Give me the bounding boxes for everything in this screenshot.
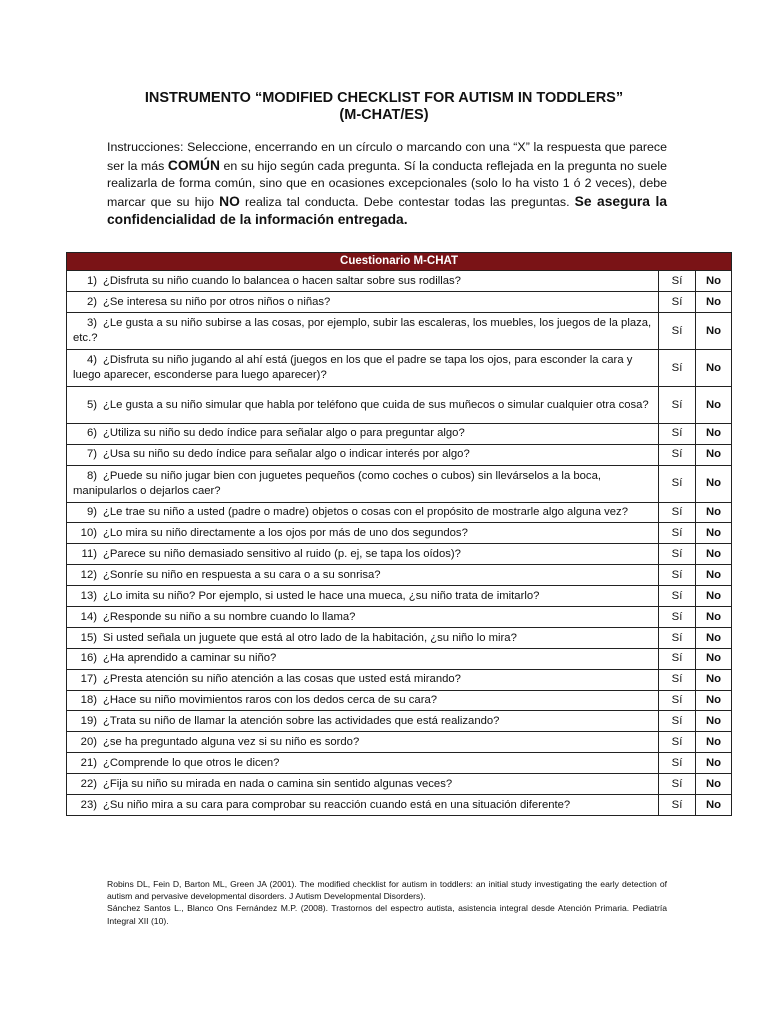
answer-yes-option[interactable]: Sí — [659, 465, 696, 502]
document-title — [0, 90, 768, 124]
question-text: ¿se ha preguntado alguna vez si su niño es sordo? — [103, 736, 360, 749]
question-row — [67, 648, 732, 669]
question-cell — [67, 312, 659, 349]
question-row — [67, 586, 732, 607]
question-text: Si usted señala un juguete que está al otro lado de la habitación, ¿su niño lo mira? — [103, 631, 517, 644]
answer-yes-option[interactable]: Sí — [659, 291, 696, 312]
question-row — [67, 711, 732, 732]
answer-no-option[interactable]: No — [696, 669, 732, 690]
answer-yes-option[interactable]: Sí — [659, 444, 696, 465]
instructions-confidentiality: Se asegura la confidencialidad de la información entregada. — [107, 193, 668, 228]
question-row — [67, 753, 732, 774]
question-row — [67, 523, 732, 544]
question-number: 13) — [80, 589, 97, 602]
instructions-emphasis-no: NO — [219, 193, 240, 209]
question-cell — [67, 465, 659, 502]
question-row — [67, 732, 732, 753]
question-row — [67, 627, 732, 648]
question-number: 12) — [80, 568, 97, 581]
question-number: 19) — [80, 715, 97, 728]
answer-yes-option[interactable]: Sí — [659, 607, 696, 628]
question-text: ¿Utiliza su niño su dedo índice para señalar algo o para preguntar algo? — [103, 427, 465, 440]
answer-yes-option[interactable]: Sí — [659, 544, 696, 565]
answer-yes-option[interactable]: Sí — [659, 502, 696, 523]
answer-no-option[interactable]: No — [696, 386, 732, 423]
question-number: 3) — [86, 317, 97, 330]
question-number: 5) — [86, 398, 97, 411]
question-cell — [67, 544, 659, 565]
question-text: ¿Lo mira su niño directamente a los ojos por más de uno dos segundos? — [103, 527, 468, 540]
answer-no-option[interactable]: No — [696, 627, 732, 648]
question-cell — [67, 753, 659, 774]
question-cell — [67, 523, 659, 544]
question-cell — [67, 586, 659, 607]
question-number: 20) — [80, 736, 97, 749]
question-number: 1) — [86, 274, 97, 287]
question-text: ¿Le gusta a su niño subirse a las cosas, por ejemplo, subir las escaleras, los muebles, los juegos de la plaza, etc.? — [73, 317, 652, 344]
answer-yes-option[interactable]: Sí — [659, 271, 696, 292]
answer-no-option[interactable]: No — [696, 423, 732, 444]
answer-yes-option[interactable]: Sí — [659, 690, 696, 711]
question-row — [67, 271, 732, 292]
answer-no-option[interactable]: No — [696, 544, 732, 565]
question-row — [67, 312, 732, 349]
question-cell — [67, 607, 659, 628]
question-row — [67, 502, 732, 523]
instructions-part-1: Instrucciones: Seleccione, encerrando en un círculo o marcando con una “X” la respuesta que parece ser la más — [107, 140, 667, 173]
question-number: 2) — [86, 295, 97, 308]
answer-no-option[interactable]: No — [696, 586, 732, 607]
answer-no-option[interactable]: No — [696, 444, 732, 465]
question-row — [67, 349, 732, 386]
answer-no-option[interactable]: No — [696, 711, 732, 732]
question-number: 16) — [80, 652, 97, 665]
question-number: 10) — [80, 527, 97, 540]
question-cell — [67, 669, 659, 690]
answer-yes-option[interactable]: Sí — [659, 795, 696, 816]
answer-no-option[interactable]: No — [696, 690, 732, 711]
question-row — [67, 291, 732, 312]
question-number: 14) — [80, 610, 97, 623]
question-text: ¿Lo imita su niño? Por ejemplo, si usted le hace una mueca, ¿su niño trata de imitarlo? — [103, 589, 540, 602]
answer-no-option[interactable]: No — [696, 523, 732, 544]
answer-yes-option[interactable]: Sí — [659, 753, 696, 774]
answer-yes-option[interactable]: Sí — [659, 349, 696, 386]
question-number: 9) — [86, 506, 97, 519]
question-cell — [67, 795, 659, 816]
answer-yes-option[interactable]: Sí — [659, 586, 696, 607]
answer-yes-option[interactable]: Sí — [659, 565, 696, 586]
question-cell — [67, 502, 659, 523]
title-line-2: (M-CHAT/ES) — [339, 107, 429, 123]
references-block — [107, 878, 667, 927]
answer-no-option[interactable]: No — [696, 465, 732, 502]
question-text: ¿Presta atención su niño atención a las cosas que usted está mirando? — [103, 673, 461, 686]
question-text: ¿Le gusta a su niño simular que habla por teléfono que cuida de sus muñecos o simular cualquier otra cosa? — [103, 398, 649, 411]
question-text: ¿Parece su niño demasiado sensitivo al ruido (p. ej, se tapa los oídos)? — [103, 548, 461, 561]
question-row — [67, 444, 732, 465]
question-cell — [67, 627, 659, 648]
question-cell — [67, 648, 659, 669]
reference-1: Robins DL, Fein D, Barton ML, Green JA (2001). The modified checklist for autism in toddlers: an initial study investigating the early detection of autism and pervasive developmental disorders. J Autism Developmental Disorders). — [107, 879, 667, 902]
answer-yes-option[interactable]: Sí — [659, 386, 696, 423]
answer-no-option[interactable]: No — [696, 607, 732, 628]
answer-no-option[interactable]: No — [696, 774, 732, 795]
question-cell — [67, 732, 659, 753]
question-row — [67, 565, 732, 586]
question-number: 7) — [86, 448, 97, 461]
instructions-part-2: en su hijo según cada pregunta. Sí la conducta reflejada en la pregunta no suele realizarla de forma común, sino que en ocasiones excepcionales (solo lo ha visto 1 ó 2 veces), debe marcar que su hijo — [107, 158, 667, 209]
question-text: ¿Ha aprendido a caminar su niño? — [103, 652, 277, 665]
question-text: ¿Usa su niño su dedo índice para señalar algo o indicar interés por algo? — [103, 448, 470, 461]
answer-no-option[interactable]: No — [696, 648, 732, 669]
answer-no-option[interactable]: No — [696, 502, 732, 523]
answer-no-option[interactable]: No — [696, 291, 732, 312]
mchat-questionnaire-table — [66, 252, 732, 816]
answer-yes-option[interactable]: Sí — [659, 669, 696, 690]
question-row — [67, 607, 732, 628]
question-row — [67, 795, 732, 816]
answer-yes-option[interactable]: Sí — [659, 423, 696, 444]
answer-yes-option[interactable]: Sí — [659, 711, 696, 732]
table-heading: Cuestionario M-CHAT — [67, 253, 732, 271]
question-row — [67, 423, 732, 444]
question-number: 22) — [80, 777, 97, 790]
answer-no-option[interactable]: No — [696, 732, 732, 753]
question-cell — [67, 774, 659, 795]
question-cell — [67, 690, 659, 711]
answer-yes-option[interactable]: Sí — [659, 627, 696, 648]
question-text: ¿Su niño mira a su cara para comprobar su reacción cuando está en una situación diferente? — [103, 798, 571, 811]
question-cell — [67, 291, 659, 312]
question-text: ¿Sonríe su niño en respuesta a su cara o a su sonrisa? — [103, 568, 381, 581]
answer-no-option[interactable]: No — [696, 312, 732, 349]
table-header-row — [67, 253, 732, 271]
question-text: ¿Le trae su niño a usted (padre o madre) objetos o cosas con el propósito de mostrarle algo alguna vez? — [103, 506, 628, 519]
question-cell — [67, 444, 659, 465]
question-text: ¿Disfruta su niño cuando lo balancea o hacen saltar sobre sus rodillas? — [103, 274, 461, 287]
answer-yes-option[interactable]: Sí — [659, 523, 696, 544]
reference-2: Sánchez Santos L., Blanco Ons Fernández M.P. (2008). Trastornos del espectro autista, asistencia integral desde Atención Primaria. Pediatría Integral XII (10). — [107, 903, 667, 926]
question-text: ¿Trata su niño de llamar la atención sobre las actividades que está realizando? — [103, 715, 500, 728]
instructions-paragraph — [107, 139, 667, 230]
question-text: ¿Disfruta su niño jugando al ahí está (juegos en los que el padre se tapa los ojos, para esconder la cara y luego aparecer, esconderse para luego aparecer)? — [73, 354, 633, 381]
question-number: 15) — [80, 631, 97, 644]
question-cell — [67, 423, 659, 444]
question-row — [67, 690, 732, 711]
question-text: ¿Responde su niño a su nombre cuando lo llama? — [103, 610, 356, 623]
answer-no-option[interactable]: No — [696, 565, 732, 586]
question-row — [67, 669, 732, 690]
answer-yes-option[interactable]: Sí — [659, 648, 696, 669]
instructions-part-3: realiza tal conducta. Debe contestar todas las preguntas. — [239, 194, 575, 209]
answer-no-option[interactable]: No — [696, 753, 732, 774]
question-number: 21) — [80, 756, 97, 769]
answer-yes-option[interactable]: Sí — [659, 774, 696, 795]
question-cell — [67, 711, 659, 732]
question-text: ¿Fija su niño su mirada en nada o camina sin sentido algunas veces? — [103, 777, 453, 790]
question-text: ¿Se interesa su niño por otros niños o niñas? — [103, 295, 331, 308]
question-number: 6) — [86, 427, 97, 440]
answer-yes-option[interactable]: Sí — [659, 732, 696, 753]
question-cell — [67, 386, 659, 423]
question-number: 4) — [86, 354, 97, 367]
question-cell — [67, 565, 659, 586]
answer-no-option[interactable]: No — [696, 795, 732, 816]
question-number: 8) — [86, 470, 97, 483]
question-number: 11) — [81, 548, 97, 561]
question-cell — [67, 349, 659, 386]
question-row — [67, 774, 732, 795]
question-number: 18) — [80, 694, 97, 707]
answer-no-option[interactable]: No — [696, 349, 732, 386]
question-row — [67, 544, 732, 565]
title-line-1: INSTRUMENTO “MODIFIED CHECKLIST FOR AUTISM IN TODDLERS” — [144, 90, 624, 106]
question-row — [67, 465, 732, 502]
question-number: 23) — [80, 798, 97, 811]
question-text: ¿Puede su niño jugar bien con juguetes pequeños (como coches o cubos) sin llevárselos a la boca, manipularlos o dejarlos caer? — [73, 470, 601, 497]
question-text: ¿Hace su niño movimientos raros con los dedos cerca de su cara? — [103, 694, 438, 707]
question-row — [67, 386, 732, 423]
instructions-emphasis-comun: COMÚN — [167, 157, 220, 173]
question-cell — [67, 271, 659, 292]
answer-no-option[interactable]: No — [696, 271, 732, 292]
answer-yes-option[interactable]: Sí — [659, 312, 696, 349]
question-number: 17) — [80, 673, 97, 686]
question-text: ¿Comprende lo que otros le dicen? — [103, 756, 280, 769]
